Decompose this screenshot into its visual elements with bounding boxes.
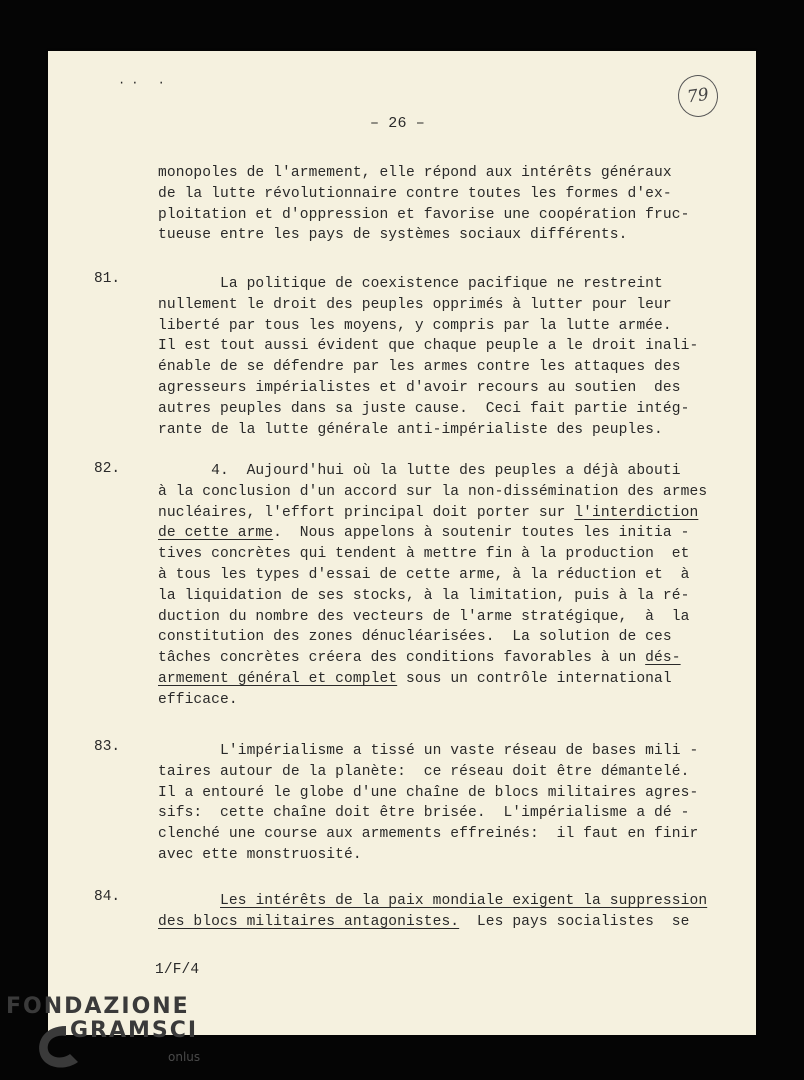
paragraph-83 (158, 741, 703, 866)
underlined-text: de cette arme (158, 525, 274, 542)
text-line: la liquidation de ses stocks, à la limitation, puis à la ré- (158, 587, 690, 604)
text-line: énable de se défendre par les armes contre les attaques des (158, 359, 681, 376)
logo-subtitle: onlus (168, 1050, 201, 1064)
text-line: Il est tout aussi évident que chaque peuple a le droit inali- (158, 338, 699, 355)
paragraph-81 (158, 274, 703, 440)
text-line: rante de la lutte générale anti-impérialiste des peuples. (158, 421, 663, 438)
text-line: à tous les types d'essai de cette arme, à la réduction et à (158, 566, 690, 583)
text-line (158, 669, 703, 690)
text-segment: Les pays socialistes se (459, 913, 690, 930)
logo-line-1: FONDAZIONE (6, 994, 190, 1019)
text-line: à la conclusion d'un accord sur la non-dissémination des armes (158, 483, 708, 500)
text-line: monopoles de l'armement, elle répond aux intérêts généraux (158, 165, 672, 181)
margin-marks: ·· · (118, 76, 171, 90)
text-line (158, 503, 703, 524)
text-line: tives concrètes qui tendent à mettre fin à la production et (158, 546, 690, 563)
text-line: taires autour de la planète: ce réseau doit être démantelé. (158, 763, 690, 780)
logo-line-2: GRAMSCI (70, 1018, 199, 1043)
text-line: sifs: cette chaîne doit être brisée. L'impérialisme a dé - (158, 805, 690, 822)
paragraph-continuation (158, 163, 703, 246)
text-line: constitution des zones dénucléarisées. La solution de ces (158, 629, 672, 646)
text-line: duction du nombre des vecteurs de l'arme stratégique, à la (158, 608, 690, 625)
text-segment: . Nous appelons à soutenir toutes les initia - (273, 525, 690, 542)
text-segment (158, 893, 220, 909)
text-line: efficace. (158, 691, 238, 708)
text-segment: nucléaires, l'effort principal doit porter sur (158, 504, 575, 521)
paragraph-number-82: 82. (94, 461, 121, 477)
underlined-text: Les intérêts de la paix mondiale exigent la suppression (220, 893, 708, 909)
document-reference: 1/F/4 (155, 962, 200, 978)
text-line: liberté par tous les moyens, y compris par la lutte armée. (158, 317, 672, 334)
page-number: – 26 – (370, 115, 425, 132)
text-line: agresseurs impérialistes et d'avoir recours au soutien des (158, 379, 681, 396)
fondazione-gramsci-logo (6, 994, 206, 1074)
text-segment: sous un contrôle international (397, 670, 672, 687)
text-line (158, 912, 703, 933)
text-line: 4. Aujourd'hui où la lutte des peuples a déjà abouti (158, 463, 681, 479)
text-line: avec ette monstruosité. (158, 846, 362, 863)
text-line: de la lutte révolutionnaire contre toutes les formes d'ex- (158, 185, 672, 202)
text-line: Il a entouré le globe d'une chaîne de blocs militaires agres- (158, 784, 699, 801)
paragraph-82 (158, 461, 708, 711)
text-line: tueuse entre les pays de systèmes sociaux différents. (158, 227, 628, 244)
text-line: clenché une course aux armements effreinés: il faut en finir (158, 826, 699, 843)
text-line (158, 648, 703, 669)
text-line: ploitation et d'oppression et favorise une coopération fruc- (158, 206, 690, 223)
paragraph-number-83: 83. (94, 739, 121, 755)
paragraph-84 (158, 891, 708, 933)
folio-number: 79 (675, 72, 720, 119)
underlined-text: des blocs militaires antagonistes. (158, 913, 460, 930)
document-page (48, 51, 756, 1035)
paragraph-number-81: 81. (94, 271, 121, 287)
text-line: autres peuples dans sa juste cause. Ceci fait partie intég- (158, 400, 690, 417)
text-line: La politique de coexistence pacifique ne restreint (158, 276, 663, 292)
paragraph-number-84: 84. (94, 889, 121, 905)
underlined-text: dés- (645, 650, 681, 667)
text-line: L'impérialisme a tissé un vaste réseau de bases mili - (158, 743, 699, 759)
text-line (158, 523, 703, 544)
underlined-text: l'interdiction (574, 504, 699, 521)
text-line (158, 891, 708, 912)
text-segment: tâches concrètes créera des conditions favorables à un (158, 650, 646, 667)
underlined-text: armement général et complet (158, 670, 398, 687)
text-line: nullement le droit des peuples opprimés à lutter pour leur (158, 296, 672, 313)
